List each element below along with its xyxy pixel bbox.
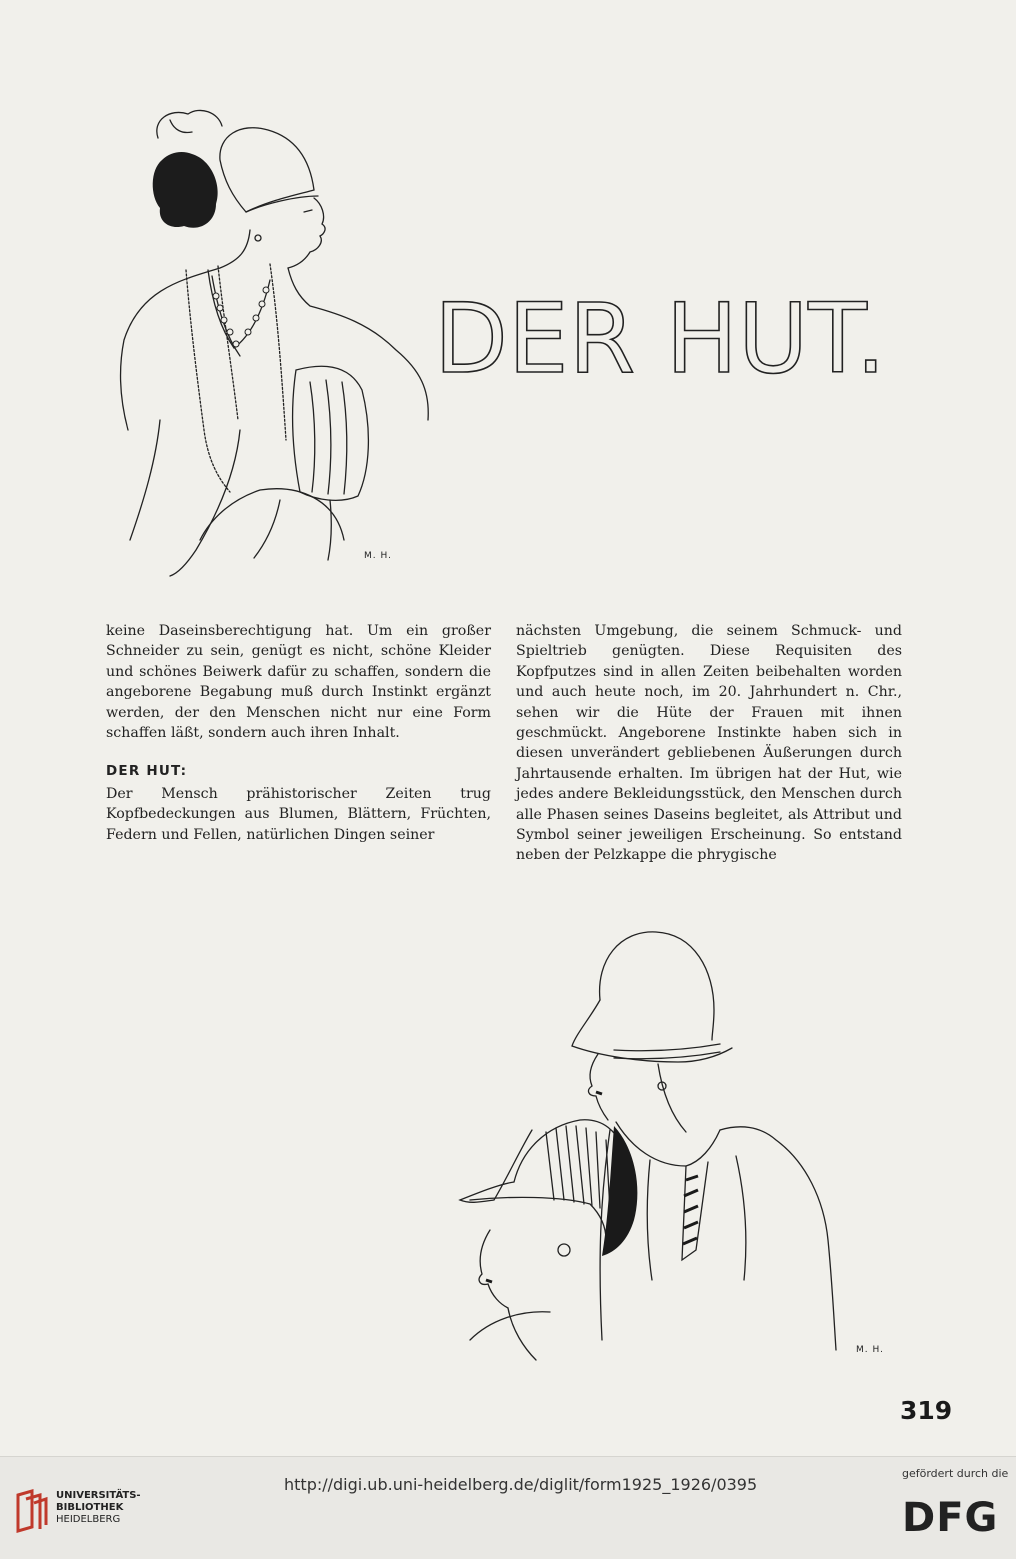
section-subheading: DER HUT: — [106, 763, 188, 780]
digitization-footer — [0, 1456, 1016, 1559]
text-column-right — [516, 621, 902, 866]
text-column-left — [106, 621, 491, 845]
left-paragraph-2: Der Mensch prähistorischer Zeiten trug Kopfbedeckungen aus Blumen, Blättern, Früchten, Federn und Fellen, natürlichen Dingen seiner — [106, 785, 491, 843]
right-paragraph-1: nächsten Umgebung, die seinem Schmuck- und Spieltrieb genügten. Diese Requisiten des Kopfputzes sind in allen Zeiten beibehalten worden und auch heute noch, im 20. Jahrhundert n. Chr., sehen wir die Hüte der Frauen mit ihnen geschmückt. Angeborene Instinkte haben sich in diesen unverändert gebliebenen Äußerungen durch Jahrtausende erhalten. Im übrigen hat der Hut, wie jedes andere Bekleidungsstück, den Menschen durch alle Phasen seines Daseins begleitet, als Attribut und Symbol seiner jeweiligen Erscheinung. So entstand neben der Pelzkappe die phrygische — [516, 623, 902, 864]
university-library-logo-icon — [14, 1489, 48, 1533]
funding-note: gefördert durch die — [902, 1467, 1009, 1480]
dfg-logo: DFG — [902, 1495, 999, 1541]
page-number: 319 — [900, 1396, 953, 1425]
fashion-illustration-woman — [100, 100, 460, 580]
headline-der-hut — [434, 296, 894, 380]
illustration-signature-bottom: M. H. — [856, 1345, 884, 1355]
left-paragraph-1: keine Daseinsberechtigung hat. Um ein großer Schneider zu sein, genügt es nicht, schöne Kleider und schönes Beiwerk dafür zu schaffen, sondern die angeborene Begabung muß durch Instinkt ergänzt werden, der den Menschen nicht nur eine Form schaffen läßt, sondern auch ihren Inhalt. — [106, 623, 491, 742]
permalink-url[interactable]: http://digi.ub.uni-heidelberg.de/diglit/form1925_1926/0395 — [284, 1475, 758, 1494]
university-library-name: UNIVERSITÄTS- BIBLIOTHEK HEIDELBERG — [56, 1490, 141, 1525]
headline-text: DER HUT. — [434, 296, 886, 380]
illustration-signature-top: M. H. — [364, 551, 392, 561]
fashion-illustration-couple — [450, 900, 870, 1370]
